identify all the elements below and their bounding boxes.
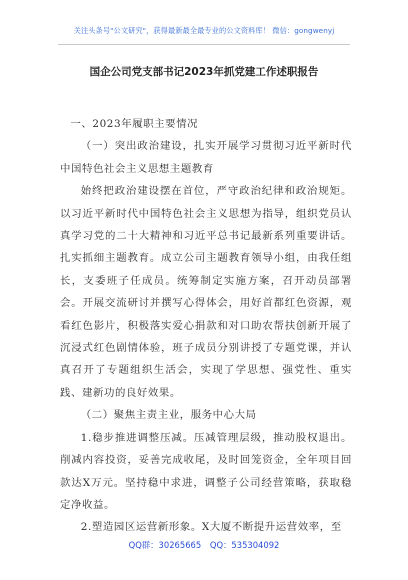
paragraph: 1.稳步推进调整压减。压减管理层级，推动股权退出。削减内容投资，妥善完成收尾，及时回笼资金，全年项目回款达X万元。坚持稳中求进，调整子公司经营策略，获取稳定净收益。 <box>60 431 352 511</box>
document-body <box>60 113 352 539</box>
footer-contact <box>0 539 408 551</box>
item-heading: （一）突出政治建设，扎实开展学习贯彻习近平新时代中国特色社会主义思想主题教育 <box>60 140 352 175</box>
section-heading: 一、2023年履职主要情况 <box>70 118 199 130</box>
header-divider <box>58 44 350 45</box>
item-heading: （二）聚焦主责主业，服务中心大局 <box>80 409 257 422</box>
document-title: 国企公司党支部书记2023年抓党建工作述职报告 <box>89 66 319 78</box>
paragraph: 2.塑造园区运营新形象。X大厦不断提升运营效率，至 <box>80 521 342 534</box>
qq-number-text: QQ：535304092 <box>209 540 280 550</box>
qq-group-text: QQ群：30265665 <box>128 540 202 550</box>
paragraph: 始终把政治建设摆在首位，严守政治纪律和政治规矩。以习近平新时代中国特色社会主义思想为指导，组织党员认真学习党的二十大精神和习近平总书记最新系列重要讲话。扎实抓细主题教育。成立公司主题教育领导小组，由我任组长，支委班子任成员。统筹制定实施方案，召开动员部署会。开展交流研讨并撰写心得体会，用好首都红色资源，观看红色影片，积极落实爱心捐款和对口助农帮扶创新开展了沉浸式红色剧情体验，班子成员分别讲授了专题党课，并认真召开了专题组织生活会，实现了学思想、强党性、重实践、建新功的良好效果。 <box>60 185 352 399</box>
header-banner: 关注头条号"公文研究"，获得最新最全最专业的公文资料库！ 微信：gongwenyj <box>73 26 335 35</box>
